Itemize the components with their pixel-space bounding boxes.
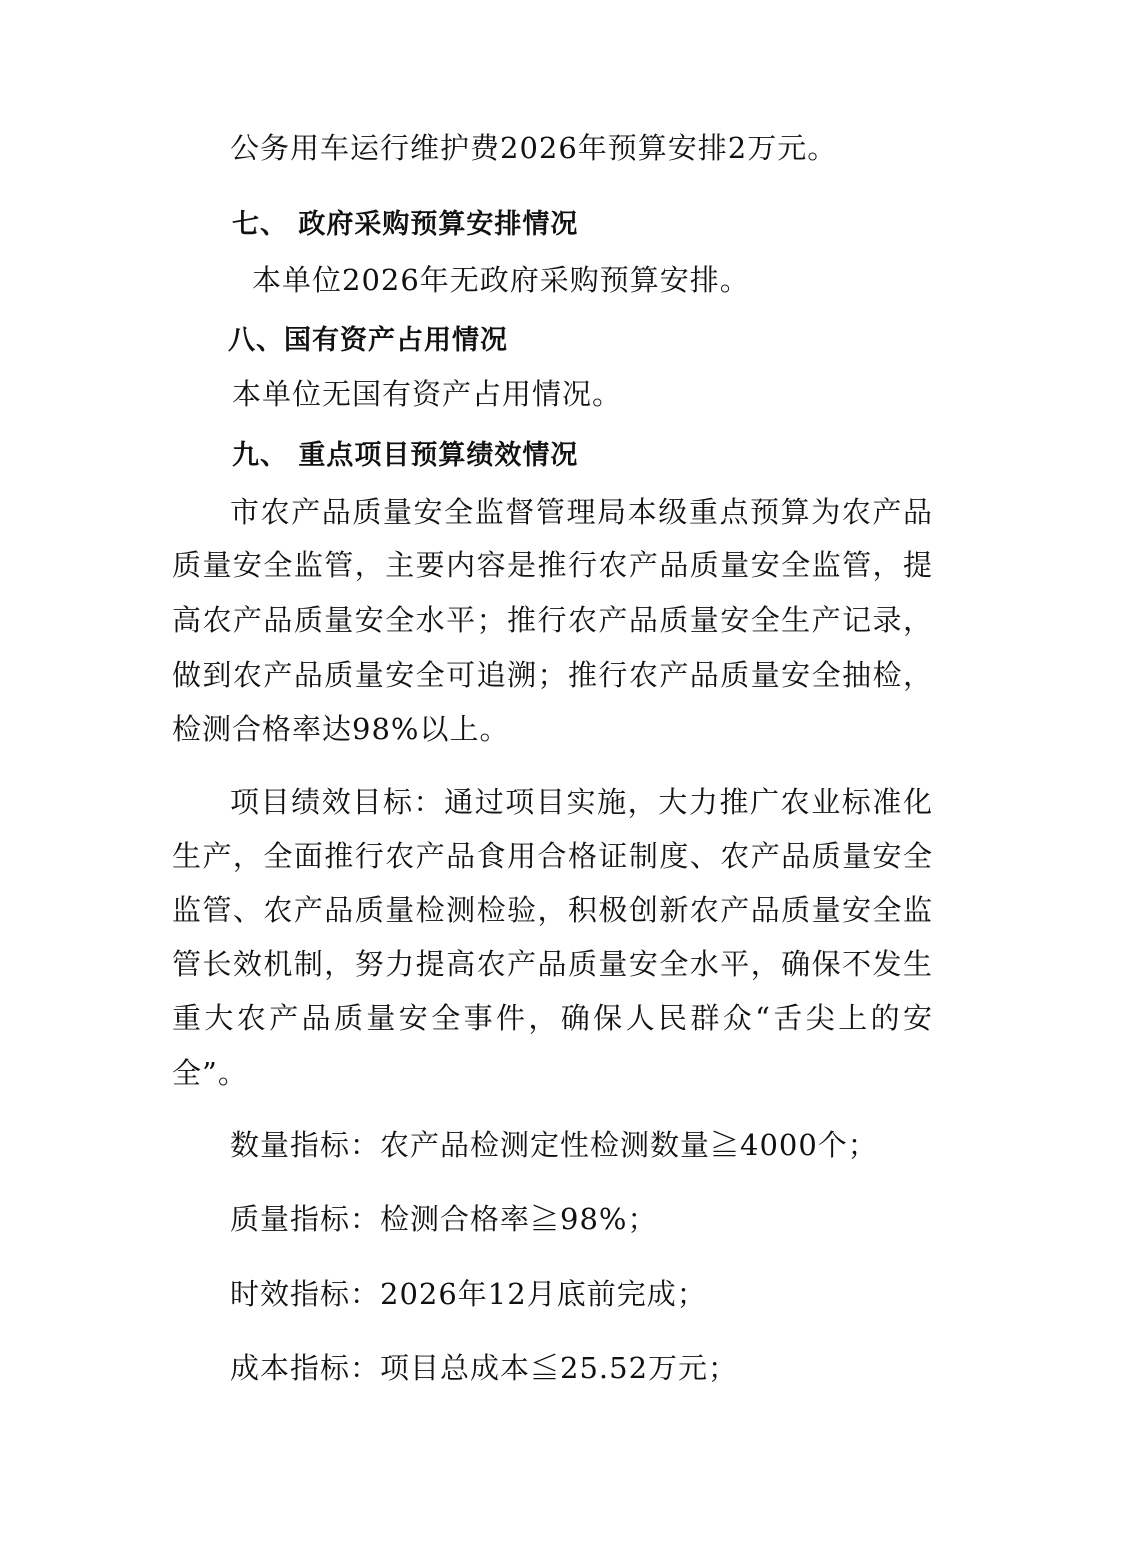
section7-heading: 七、 政府采购预算安排情况 bbox=[232, 209, 579, 240]
para2-line: 生产，全面推行农产品食用合格证制度、农产品质量安全 bbox=[172, 839, 932, 873]
para2-line: 管长效机制，努力提高农产品质量安全水平，确保不发生 bbox=[172, 947, 932, 981]
para1-line: 质量安全监管，主要内容是推行农产品质量安全监管，提 bbox=[172, 548, 932, 582]
para2-line: 重大农产品质量安全事件，确保人民群众“舌尖上的安 bbox=[172, 1001, 932, 1035]
section8-heading: 八、国有资产占用情况 bbox=[228, 325, 508, 356]
section8-body: 本单位无国有资产占用情况。 bbox=[232, 377, 623, 411]
intro-line: 公务用车运行维护费2026年预算安排2万元。 bbox=[230, 131, 838, 165]
para1-line: 做到农产品质量安全可追溯；推行农产品质量安全抽检， bbox=[172, 658, 932, 692]
indicator-cost: 成本指标：项目总成本≦25.52万元； bbox=[230, 1351, 739, 1385]
para1-line: 市农产品质量安全监督管理局本级重点预算为农产品 bbox=[230, 495, 932, 529]
para1-line: 检测合格率达98%以上。 bbox=[172, 712, 510, 746]
para2-line: 项目绩效目标：通过项目实施，大力推广农业标准化 bbox=[230, 785, 932, 819]
section7-body: 本单位2026年无政府采购预算安排。 bbox=[252, 263, 750, 297]
indicator-quantity: 数量指标：农产品检测定性检测数量≧4000个； bbox=[230, 1128, 878, 1162]
indicator-timeliness: 时效指标：2026年12月底前完成； bbox=[230, 1277, 707, 1311]
indicator-quality: 质量指标：检测合格率≧98%； bbox=[230, 1202, 658, 1236]
section9-heading: 九、 重点项目预算绩效情况 bbox=[232, 440, 579, 471]
para1-line: 高农产品质量安全水平；推行农产品质量安全生产记录， bbox=[172, 603, 932, 637]
para2-line: 全”。 bbox=[172, 1056, 248, 1090]
para2-line: 监管、农产品质量检测检验，积极创新农产品质量安全监 bbox=[172, 893, 932, 927]
